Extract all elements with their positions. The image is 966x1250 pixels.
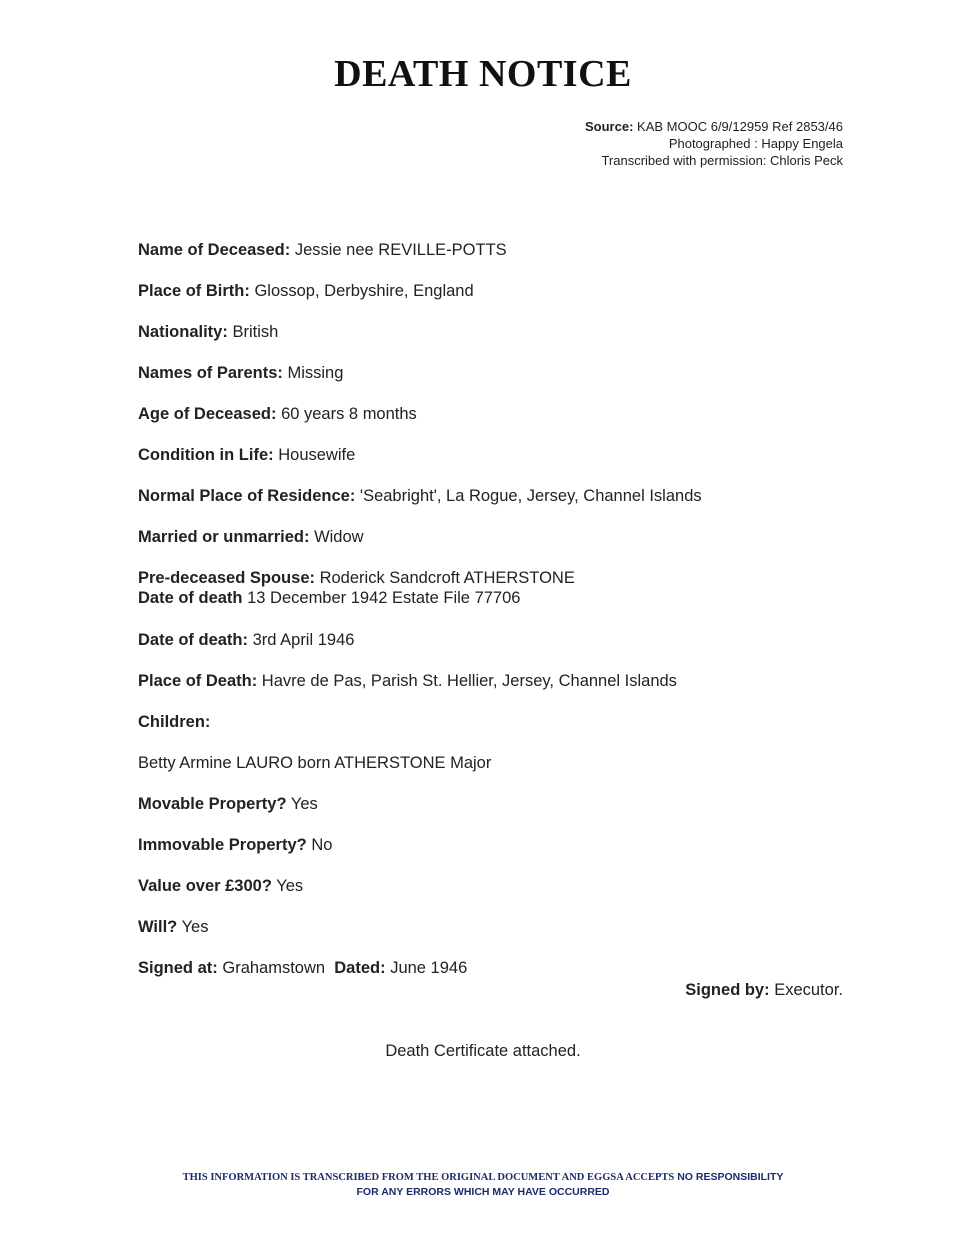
field-label: Immovable Property? — [138, 836, 307, 854]
field-label: Married or unmarried: — [138, 528, 310, 546]
field-label: Value over £300? — [138, 877, 272, 895]
field-value-over-300 — [138, 876, 858, 917]
field-will — [138, 917, 858, 958]
attached-note: Death Certificate attached. — [385, 1042, 581, 1060]
field-label: Pre-deceased Spouse: — [138, 569, 315, 587]
field-date-of-death — [138, 630, 858, 671]
field-value: Grahamstown — [222, 959, 326, 977]
field-label: Names of Parents: — [138, 364, 283, 382]
disclaimer-footer — [0, 1170, 966, 1199]
field-place-of-residence — [138, 486, 858, 527]
field-value: British — [232, 323, 279, 341]
signed-by — [685, 981, 843, 1000]
field-value: Roderick Sandcroft ATHERSTONE — [319, 569, 575, 587]
field-label: Normal Place of Residence: — [138, 487, 356, 505]
field-place-of-death — [138, 671, 858, 712]
footer-text: NO RESPONSIBILITY — [677, 1171, 784, 1183]
field-value: Glossop, Derbyshire, England — [254, 282, 474, 300]
field-label: Age of Deceased: — [138, 405, 277, 423]
source-value: KAB MOOC 6/9/12959 Ref 2853/46 — [637, 119, 843, 134]
field-value: Missing — [287, 364, 344, 382]
footer-line-2: FOR ANY ERRORS WHICH MAY HAVE OCCURRED — [356, 1186, 610, 1198]
field-place-of-birth — [138, 281, 858, 322]
field-value: Betty Armine LAURO born ATHERSTONE Major — [138, 754, 492, 772]
footer-text: THIS INFORMATION IS TRANSCRIBED FROM THE ORIGINAL DOCUMENT AND EGGSA ACCEPTS — [182, 1172, 675, 1183]
field-label: Condition in Life: — [138, 446, 274, 464]
field-label: Place of Birth: — [138, 282, 250, 300]
field-value: June 1946 — [390, 959, 468, 977]
field-value: Jessie nee REVILLE-POTTS — [294, 241, 507, 259]
field-name-of-deceased — [138, 240, 858, 281]
field-label: Place of Death: — [138, 672, 258, 690]
field-label: Movable Property? — [138, 795, 287, 813]
source-label: Source: — [585, 119, 634, 134]
spouse-death-line — [138, 588, 858, 608]
field-age-of-deceased — [138, 404, 858, 445]
field-value: 'Seabright', La Rogue, Jersey, Channel Islands — [359, 487, 702, 505]
photographed-line: Photographed : Happy Engela — [668, 136, 843, 151]
field-value: 13 December 1942 Estate File 77706 — [247, 589, 521, 607]
field-label: Date of death — [138, 589, 243, 607]
child-entry — [138, 753, 858, 794]
field-value: Widow — [314, 528, 364, 546]
field-label: Children: — [138, 713, 211, 731]
footer-line-1 — [0, 1170, 966, 1185]
field-condition-in-life — [138, 445, 858, 486]
field-label: Date of death: — [138, 631, 249, 649]
field-predeceased-spouse — [138, 568, 858, 630]
field-label: Nationality: — [138, 323, 228, 341]
field-value: Havre de Pas, Parish St. Hellier, Jersey, Channel Islands — [261, 672, 677, 690]
signed-by-value: Executor. — [774, 981, 843, 999]
signed-by-label: Signed by: — [685, 981, 770, 999]
field-label: Name of Deceased: — [138, 241, 291, 259]
spouse-line — [138, 568, 858, 588]
field-label: Signed at: — [138, 959, 218, 977]
source-block — [585, 118, 843, 169]
transcribed-line: Transcribed with permission: Chloris Peck — [601, 153, 843, 168]
field-value: 3rd April 1946 — [252, 631, 355, 649]
field-value: Housewife — [278, 446, 356, 464]
field-label: Will? — [138, 918, 178, 936]
field-value: Yes — [276, 877, 304, 895]
field-nationality — [138, 322, 858, 363]
field-immovable-property — [138, 835, 858, 876]
field-children — [138, 712, 858, 753]
page-title: DEATH NOTICE — [334, 53, 632, 95]
field-value: Yes — [290, 795, 318, 813]
field-value: Yes — [181, 918, 209, 936]
notice-fields — [138, 240, 858, 999]
field-movable-property — [138, 794, 858, 835]
field-marital-status — [138, 527, 858, 568]
field-value: 60 years 8 months — [281, 405, 417, 423]
source-line — [585, 118, 843, 135]
field-names-of-parents — [138, 363, 858, 404]
field-value: No — [311, 836, 333, 854]
field-label: Dated: — [334, 959, 386, 977]
